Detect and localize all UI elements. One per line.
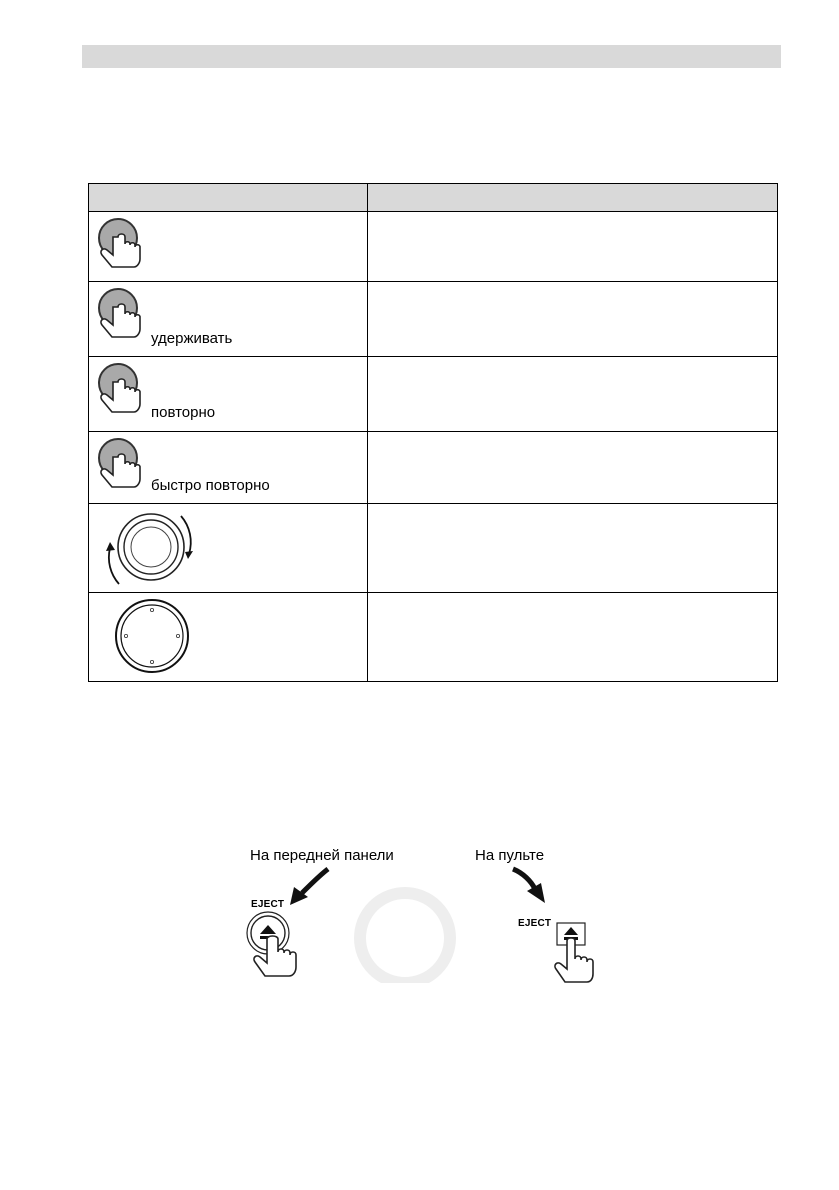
section-header-bar — [82, 45, 781, 68]
row-description — [368, 432, 778, 504]
header-cell-icon — [89, 184, 368, 212]
background-circle-graphic — [345, 883, 465, 983]
table-row — [89, 282, 778, 357]
arrow-curved-icon — [280, 865, 340, 915]
row-description — [368, 593, 778, 682]
remote-label: На пульте — [475, 847, 545, 864]
press-hold-icon — [95, 285, 155, 351]
row-description — [368, 504, 778, 593]
press-icon — [95, 215, 155, 279]
row-description — [368, 282, 778, 357]
icon-cell — [89, 593, 368, 682]
row-description — [368, 212, 778, 282]
rotary-knob-icon — [95, 506, 205, 590]
dial-icon — [95, 595, 205, 679]
icon-cell — [89, 357, 368, 432]
eject-text-front: EJECT — [251, 899, 285, 910]
icon-cell — [89, 504, 368, 593]
table-row — [89, 504, 778, 593]
icon-cell — [89, 212, 368, 282]
table-row — [89, 593, 778, 682]
header-cell-description — [368, 184, 778, 212]
press-fast-repeat-icon — [95, 435, 155, 501]
eject-text-remote: EJECT — [518, 918, 552, 929]
eject-button-front — [240, 909, 315, 999]
table-header-row — [89, 184, 778, 212]
row-caption: повторно — [151, 404, 216, 421]
front-panel-label: На передней панели — [250, 847, 394, 864]
eject-button-remote — [553, 921, 623, 1001]
press-repeat-icon — [95, 360, 155, 426]
arrow-curved-icon — [507, 865, 557, 910]
table-row — [89, 357, 778, 432]
row-caption: быстро повторно — [151, 477, 270, 494]
table-row — [89, 212, 778, 282]
table-row — [89, 432, 778, 504]
icon-cell — [89, 432, 368, 504]
row-caption: удерживать — [151, 330, 233, 347]
eject-illustration — [235, 843, 605, 1003]
controls-legend-table — [88, 183, 778, 682]
icon-cell — [89, 282, 368, 357]
row-description — [368, 357, 778, 432]
